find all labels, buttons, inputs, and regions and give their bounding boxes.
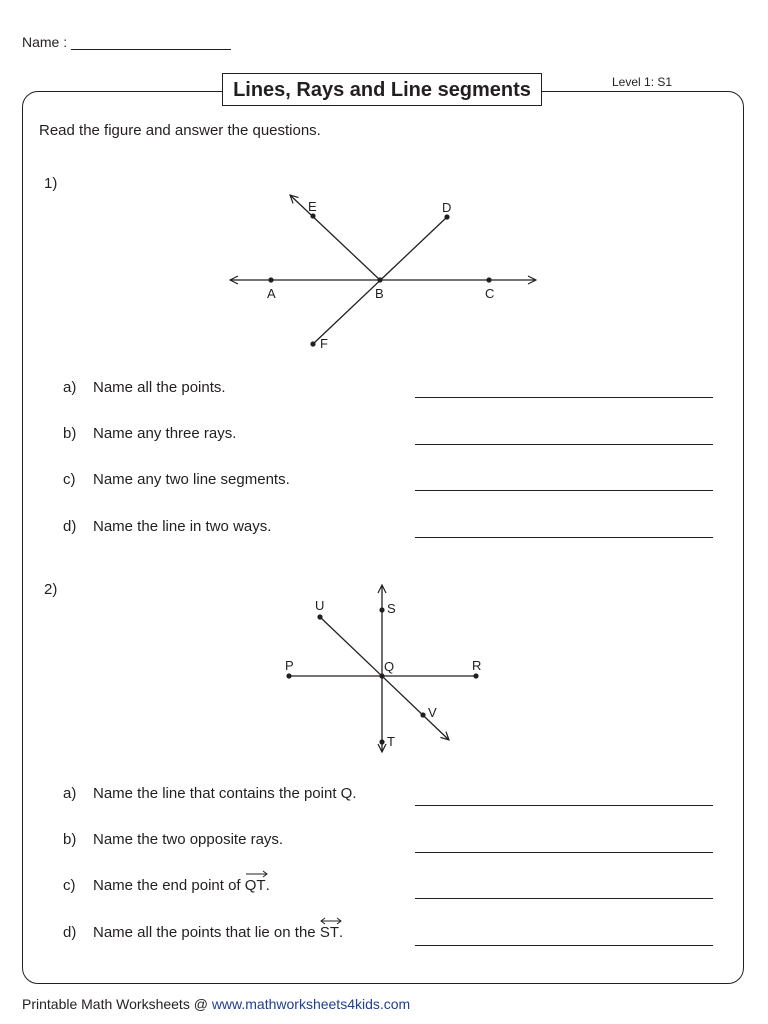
footer	[22, 996, 410, 1012]
figure-1	[220, 188, 550, 358]
q2-part-b	[63, 831, 283, 848]
footer-prefix: Printable Math Worksheets @	[22, 996, 212, 1012]
q1-part-b	[63, 425, 236, 442]
footer-link[interactable]: www.mathworksheets4kids.com	[211, 996, 411, 1012]
q2-part-a-letter: a)	[63, 785, 77, 802]
point-q	[379, 673, 384, 678]
q1-part-c-letter: c)	[63, 471, 76, 488]
label-d: D	[442, 200, 452, 215]
q1-part-a-text: Name all the points.	[93, 379, 226, 396]
q1-answer-b[interactable]	[415, 444, 713, 445]
q1-answer-a[interactable]	[415, 397, 713, 398]
q2-part-d-text: Name all the points that lie on the	[93, 924, 320, 941]
q1-answer-d[interactable]	[415, 537, 713, 538]
q2-part-d-end: .	[338, 924, 344, 941]
label-p: P	[285, 658, 294, 673]
q2-part-c	[63, 877, 270, 894]
q1-part-b-text: Name any three rays.	[93, 425, 237, 442]
q2-part-a	[63, 785, 357, 802]
label-v: V	[428, 705, 437, 720]
q2-part-c-letter: c)	[63, 877, 76, 894]
instruction-text: Read the figure and answer the questions.	[39, 122, 321, 139]
line-st-text: ST	[319, 924, 339, 941]
q2-answer-b[interactable]	[415, 852, 713, 853]
ray-qt-symbol	[245, 877, 266, 894]
point-c	[486, 277, 491, 282]
point-t	[379, 739, 384, 744]
q1-part-d	[63, 518, 271, 535]
q1-answer-c[interactable]	[415, 490, 713, 491]
point-d	[444, 214, 449, 219]
q2-part-a-text: Name the line that contains the point Q.	[93, 785, 357, 802]
label-f: F	[320, 336, 328, 351]
point-b	[377, 277, 382, 282]
point-e	[310, 213, 315, 218]
q1-part-b-letter: b)	[63, 425, 77, 442]
point-p	[286, 673, 291, 678]
name-field-line[interactable]	[71, 49, 231, 50]
q2-answer-d[interactable]	[415, 945, 713, 946]
q1-part-c	[63, 471, 290, 488]
q2-part-c-end: .	[265, 877, 270, 894]
label-t: T	[387, 734, 395, 749]
q1-part-a-letter: a)	[63, 379, 77, 396]
label-c: C	[485, 286, 495, 301]
q1-part-c-text: Name any two line segments.	[93, 471, 290, 488]
label-s: S	[387, 601, 396, 616]
label-r: R	[472, 658, 482, 673]
point-r	[473, 673, 478, 678]
q2-answer-a[interactable]	[415, 805, 713, 806]
q2-part-b-text: Name the two opposite rays.	[93, 831, 284, 848]
q1-part-d-text: Name the line in two ways.	[93, 518, 272, 535]
q1-part-a	[63, 379, 226, 396]
point-s	[379, 607, 384, 612]
level-label: Level 1: S1	[612, 75, 673, 89]
q1-part-d-letter: d)	[63, 518, 77, 535]
label-b: B	[375, 286, 384, 301]
name-label: Name :	[22, 34, 68, 50]
line-arrow-icon	[320, 917, 342, 925]
point-a	[268, 277, 273, 282]
ray-uv	[320, 617, 449, 740]
q2-part-d	[63, 924, 343, 941]
label-a: A	[267, 286, 276, 301]
ray-be	[290, 195, 380, 280]
q2-part-d-letter: d)	[63, 924, 77, 941]
point-f	[310, 341, 315, 346]
ray-arrow-icon	[245, 870, 269, 878]
worksheet-title: Lines, Rays and Line segments	[222, 73, 542, 106]
line-st-symbol	[320, 924, 339, 941]
label-e: E	[308, 199, 317, 214]
q2-part-c-text: Name the end point of	[93, 877, 245, 894]
question-1-number: 1)	[44, 175, 58, 192]
label-u: U	[315, 598, 325, 613]
label-q: Q	[384, 659, 395, 674]
q2-answer-c[interactable]	[415, 898, 713, 899]
question-2-number: 2)	[44, 581, 58, 598]
q2-part-b-letter: b)	[63, 831, 77, 848]
figure-2	[270, 580, 500, 755]
ray-qt-text: QT	[244, 877, 266, 894]
point-u	[317, 614, 322, 619]
point-v	[420, 712, 425, 717]
